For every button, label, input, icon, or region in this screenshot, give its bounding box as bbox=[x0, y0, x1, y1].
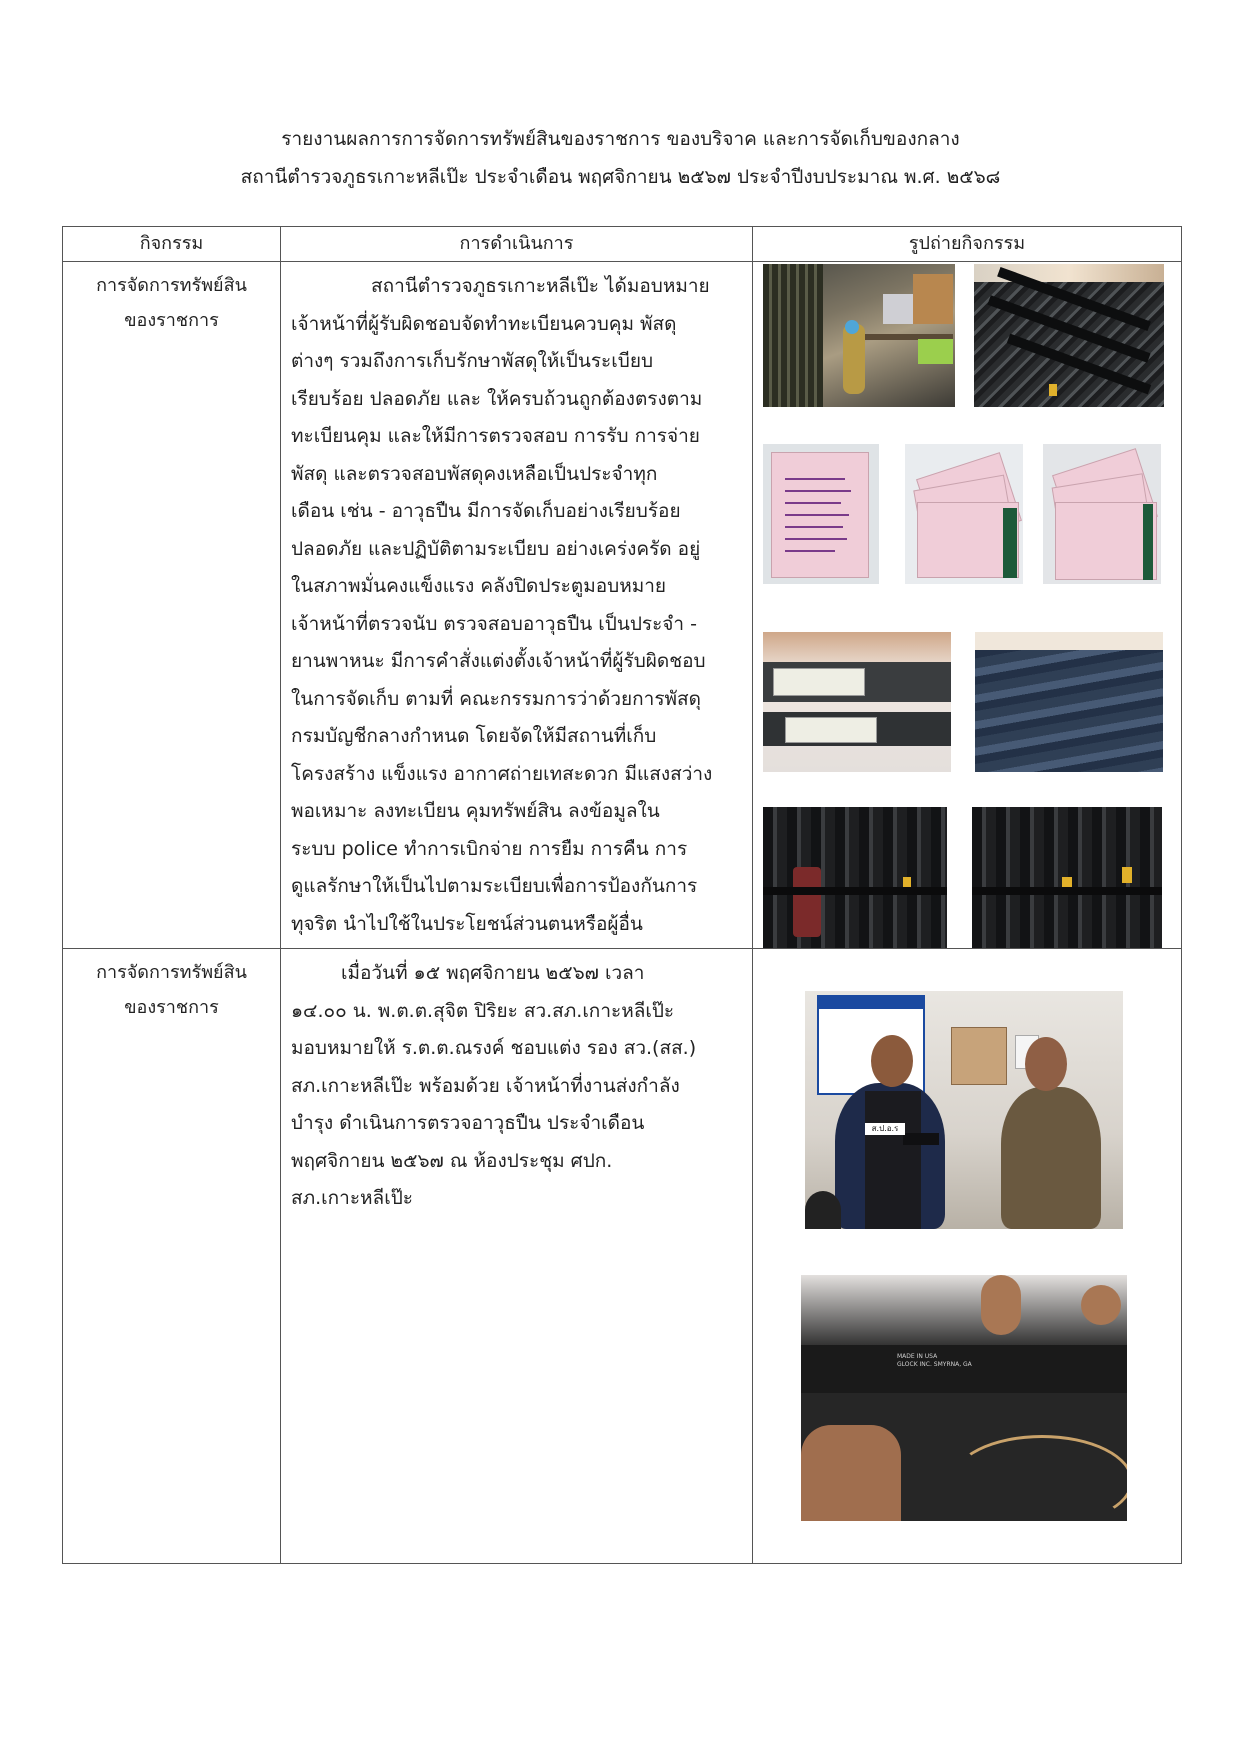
operation-line: สถานีตำรวจภูธรเกาะหลีเป๊ะ ได้มอบหมาย bbox=[371, 275, 710, 297]
rifles-rack-photo-1 bbox=[763, 807, 947, 948]
operation-line: ยานพาหนะ มีการคำสั่งแต่งตั้งเจ้าหน้าที่ผู้รับผิดชอบ bbox=[291, 650, 706, 672]
register-document-photo bbox=[763, 444, 879, 584]
operation-line: เดือน เช่น - อาวุธปืน มีการจัดเก็บอย่างเรียบร้อย bbox=[291, 500, 681, 522]
operation-line: พฤศจิกายน ๒๕๖๗ ณ ห้องประชุม ศปก. bbox=[291, 1149, 613, 1172]
operation-line: เจ้าหน้าที่ผู้รับผิดชอบจัดทำทะเบียนควบคุม พัสดุ bbox=[291, 312, 677, 335]
register-books-photo-1 bbox=[905, 444, 1023, 584]
activity-line: ของราชการ bbox=[124, 310, 219, 331]
header-operation: การดำเนินการ bbox=[281, 227, 753, 262]
operation-line: โครงสร้าง แข็งแรง อากาศถ่ายเทสะดวก มีแสงสว่าง bbox=[291, 762, 713, 785]
photos-cell bbox=[753, 262, 1182, 949]
operation-line: สภ.เกาะหลีเป๊ะ พร้อมด้วย เจ้าหน้าที่งานส่งกำลัง bbox=[291, 1074, 680, 1097]
pistol-closeup-photo bbox=[801, 1275, 1127, 1521]
operation-line: เจ้าหน้าที่ตรวจนับ ตรวจสอบอาวุธปืน เป็นประจำ - bbox=[291, 612, 697, 635]
operation-line: พัสดุ และตรวจสอบพัสดุคงเหลือเป็นประจำทุก bbox=[291, 462, 658, 485]
operation-line: บำรุง ดำเนินการตรวจอาวุธปืน ประจำเดือน bbox=[291, 1112, 645, 1134]
operation-line: ปลอดภัย และปฏิบัติตามระเบียบ อย่างเคร่งครัด อยู่ bbox=[291, 537, 701, 560]
operation-line: ๑๔.๐๐ น. พ.ต.ต.สุจิต ปิริยะ สว.สภ.เกาะหลีเป๊ะ bbox=[291, 999, 675, 1022]
report-title-line-2: สถานีตำรวจภูธรเกาะหลีเป๊ะ ประจำเดือน พฤศจิกายน ๒๕๖๗ ประจำปีงบประมาณ พ.ศ. ๒๕๖๘ bbox=[240, 166, 1001, 188]
pistol-in-hand bbox=[903, 1133, 939, 1145]
binders-photo bbox=[763, 632, 951, 772]
activity-line: ของราชการ bbox=[124, 997, 219, 1018]
table-row bbox=[63, 949, 1182, 1564]
operation-line: ในสภาพมั่นคงแข็งแรง คลังปิดประตูมอบหมาย bbox=[291, 575, 667, 597]
operation-line: ดูแลรักษาให้เป็นไปตามระเบียบเพื่อการป้องกันการ bbox=[291, 875, 698, 897]
operation-line: ทะเบียนคุม และให้มีการตรวจสอบ การรับ การจ่าย bbox=[291, 425, 700, 447]
gun-rack-photo bbox=[974, 264, 1164, 407]
operation-line: ระบบ police ทำการเบิกจ่าย การยืม การคืน การ bbox=[291, 837, 688, 860]
rifles-rack-photo-2 bbox=[972, 807, 1162, 948]
operation-line: พอเหมาะ ลงทะเบียน คุมทรัพย์สิน ลงข้อมูลใน bbox=[291, 800, 660, 822]
operation-cell bbox=[281, 949, 753, 1564]
activity-cell bbox=[63, 262, 281, 949]
operation-line: ทุจริต นำไปใช้ในประโยชน์ส่วนตนหรือผู้อื่น bbox=[291, 912, 643, 935]
report-title-line-1: รายงานผลการการจัดการทรัพย์สินของราชการ ของบริจาค และการจัดเก็บของกลาง bbox=[281, 128, 960, 150]
operation-line: มอบหมายให้ ร.ต.ต.ณรงค์ ชอบแต่ง รอง สว.(สส.) bbox=[291, 1037, 697, 1059]
operation-cell bbox=[281, 262, 753, 949]
operation-line: สภ.เกาะหลีเป๊ะ bbox=[291, 1187, 413, 1209]
table-header-row bbox=[63, 227, 1182, 262]
operation-line: เรียบร้อย ปลอดภัย และ ให้ครบถ้วนถูกต้องตรงตาม bbox=[291, 387, 703, 410]
header-photos: รูปถ่ายกิจกรรม bbox=[753, 227, 1182, 262]
operation-line: ในการจัดเก็บ ตามที่ คณะกรรมการว่าด้วยการพัสดุ bbox=[291, 687, 701, 710]
register-books-photo-2 bbox=[1043, 444, 1161, 584]
activity-line: การจัดการทรัพย์สิน bbox=[96, 275, 247, 296]
operation-line: เมื่อวันที่ ๑๕ พฤศจิกายน ๒๕๖๗ เวลา bbox=[341, 962, 645, 984]
uniforms-storage-photo bbox=[975, 632, 1163, 772]
storage-room-photo bbox=[763, 264, 955, 407]
table-row bbox=[63, 262, 1182, 949]
header-activity: กิจกรรม bbox=[63, 227, 281, 262]
operation-line: กรมบัญชีกลางกำหนด โดยจัดให้มีสถานที่เก็บ bbox=[291, 725, 657, 747]
activity-line: การจัดการทรัพย์สิน bbox=[96, 962, 247, 983]
officers-inspection-photo bbox=[805, 991, 1123, 1229]
pistol-engraving: MADE IN USA GLOCK INC. SMYRNA, GA bbox=[897, 1353, 972, 1368]
report-table bbox=[62, 226, 1182, 1564]
vest-label: ส.ป.อ.ร bbox=[865, 1123, 905, 1135]
photos-cell bbox=[753, 949, 1182, 1564]
operation-line: ต่างๆ รวมถึงการเก็บรักษาพัสดุให้เป็นระเบียบ bbox=[291, 350, 654, 372]
activity-cell bbox=[63, 949, 281, 1564]
